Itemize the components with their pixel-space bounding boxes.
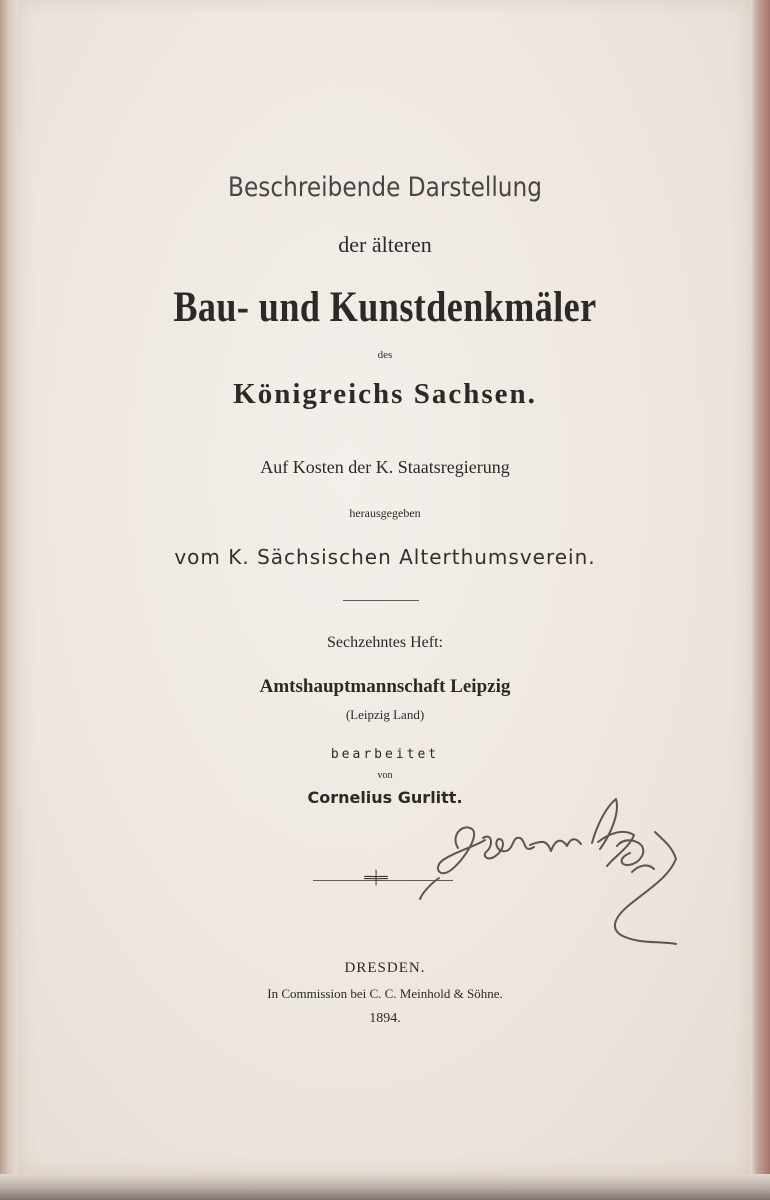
main-title: Bau- und Kunstdenkmäler [173,284,597,331]
page-edge-bottom [0,1174,770,1200]
region-title: Amtshauptmannschaft Leipzig [259,676,511,697]
author-name: Cornelius Gurlitt. [307,788,463,807]
society-line: vom K. Sächsischen Alterthumsverein. [174,545,596,569]
imprint-city: DRESDEN. [344,960,426,976]
imprint-publisher: In Commission bei C. C. Meinhold & Söhne. [267,986,503,1001]
edited-label: bearbeitet [330,747,440,762]
divider-rule [343,600,419,601]
des-label: des [377,349,393,361]
published-label: herausgegeben [349,506,421,520]
older-label: der älteren [338,232,432,257]
kingdom-title: Königreichs Sachsen. [233,378,537,410]
imprint-year: 1894. [369,1011,401,1026]
ornament-icon: ═╪═ [364,871,388,886]
costs-line: Auf Kosten der K. Staatsregierung [260,457,510,477]
by-label: von [377,770,393,781]
volume-label: Sechzehntes Heft: [327,634,443,651]
signature-icon [410,790,690,965]
region-subtitle: (Leipzig Land) [345,707,425,722]
description-heading: Beschreibende Darstellung [228,172,542,203]
